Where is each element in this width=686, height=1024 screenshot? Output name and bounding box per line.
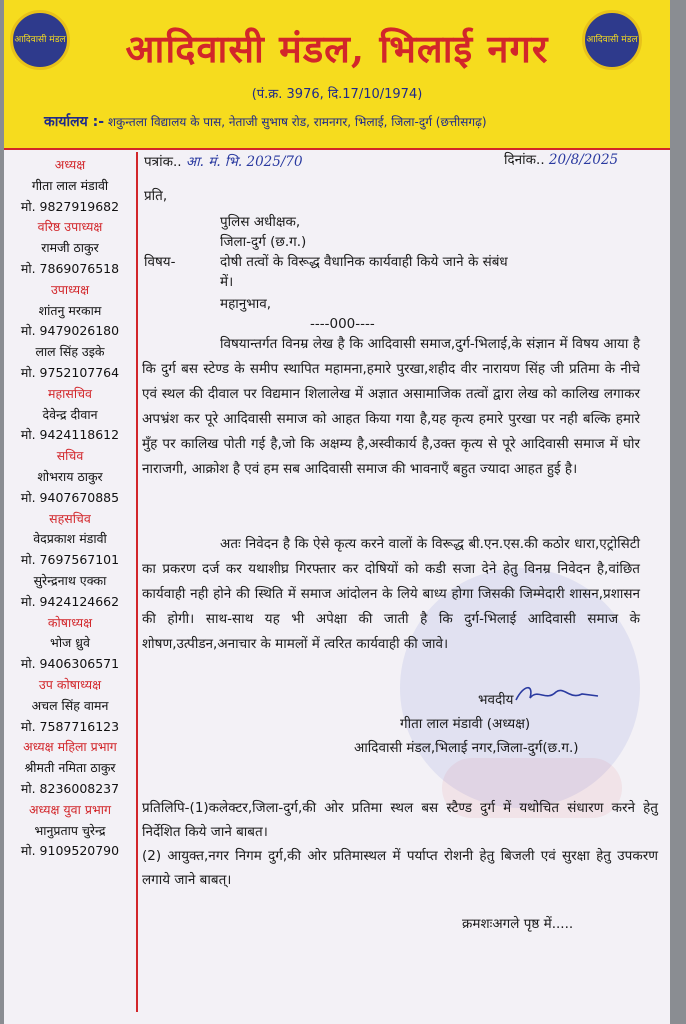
separator: ----000---- (310, 316, 375, 332)
continued-note: क्रमशःअगले पृष्ठ में..... (462, 916, 574, 932)
sidebar-member-phone: मो. 9424118612 (20, 427, 120, 443)
sidebar-member-name: श्रीमती नमिता ठाकुर (24, 760, 116, 776)
sidebar-member-name: भानुप्रताप चुरेन्द्र (34, 822, 106, 838)
letterhead (4, 0, 670, 150)
sidebar-member-phone: मो. 9827919682 (20, 198, 120, 214)
org-title: आदिवासी मंडल, भिलाई नगर (125, 26, 549, 71)
sidebar-member-name: भोज ध्रुवे (50, 635, 90, 651)
to-label: प्रति, (144, 188, 168, 204)
sidebar-member-name: गीता लाल मंडावी (31, 177, 109, 193)
org-logo-left: आदिवासी मंडल (10, 10, 70, 70)
sidebar-role: कोषाध्यक्ष (47, 614, 93, 630)
sidebar-member-name: सुरेन्द्रनाथ एक्का (33, 573, 107, 588)
office-bearers-sidebar (4, 152, 138, 1012)
signatory-name: गीता लाल मंडावी (अध्यक्ष) (400, 716, 531, 732)
sidebar-member-phone: मो. 9109520790 (20, 843, 120, 859)
office-address-text: शकुन्तला विद्यालय के पास, नेताजी सुभाष रोड, रामनगर, भिलाई, जिला-दुर्ग (छत्तीसगढ़) (107, 115, 487, 129)
subject-label: विषय- (144, 254, 176, 270)
letter-page (4, 0, 670, 1024)
sidebar-member-name: शोभराय ठाकुर (37, 469, 103, 484)
sidebar-member-phone: मो. 9752107764 (20, 365, 120, 380)
copy-to-commissioner: (2) आयुक्त,नगर निगम दुर्ग,की ओर प्रतिमास्थल में पर्याप्त रोशनी हेतु बिजली एवं सुरक्षा हेतु उपकरण लगाये जाने बाबत्। (142, 848, 658, 888)
sidebar-role: अध्यक्ष युवा प्रभाग (28, 801, 112, 817)
sidebar-member-phone: मो. 9479026180 (20, 323, 120, 339)
salutation: महानुभाव, (220, 296, 272, 312)
copy-to-collector: प्रतिलिपि-(1)कलेक्टर,जिला-दुर्ग,की ओर प्रतिमा स्थल बस स्टैण्ड दुर्ग में यथोचित संधारण करने हेतु निर्देशित किये जाने बाबत। (142, 800, 658, 840)
sidebar-member-name: वेदप्रकाश मंडावी (33, 531, 107, 547)
sidebar-member-name: शांतनु मरकाम (38, 302, 102, 318)
closing: भवदीय (478, 692, 514, 708)
sidebar-member-phone: मो. 7697567101 (20, 552, 120, 568)
sidebar-role: वरिष्ठ उपाध्यक्ष (37, 219, 103, 235)
letter-body (142, 148, 670, 1024)
recipient-title: पुलिस अधीक्षक, (220, 214, 301, 230)
sidebar-role: अध्यक्ष (54, 157, 86, 172)
org-logo-right: आदिवासी मंडल (582, 10, 642, 70)
sidebar-role: अध्यक्ष महिला प्रभाग (23, 739, 117, 755)
registration-info: (पं.क्र. 3976, दि.17/10/1974) (251, 87, 423, 102)
recipient-district: जिला-दुर्ग (छ.ग.) (220, 234, 307, 250)
sidebar-member-phone: मो. 7587716123 (20, 718, 120, 734)
sidebar-role: सहसचिव (49, 510, 91, 526)
sidebar-role: सचिव (56, 448, 84, 464)
office-address (44, 112, 487, 131)
sidebar-member-phone: मो. 9406306571 (20, 656, 120, 672)
letter-date: दिनांक.. 20/8/2025 (504, 152, 619, 168)
sidebar-role: उपाध्यक्ष (50, 281, 90, 297)
sidebar-member-phone: मो. 7869076518 (20, 261, 120, 276)
subject-line-1: दोषी तत्वों के विरूद्ध वैधानिक कार्यवाही किये जाने के संबंध (220, 254, 508, 270)
sidebar-member-name: अचल सिंह वामन (31, 697, 109, 713)
paragraph-2: अतः निवेदन है कि ऐसे कृत्य करने वालों के विरूद्ध बी.एन.एस.की कठोर धारा,एट्रोसिटी का प्रकरण दर्ज कर यथाशीघ्र गिरफ्तार कर दोषियों को कडी सजा देने हेतु विनम्र निवेदन है,वांछित कार्यवाही नही होने की स्थिति में समाज आंदोलन के लिये बाध्य होगा जिसकी जिम्मेदारी शासन,प्रशासन की होगी। साथ-साथ यह भी अपेक्षा की जाती है कि दुर्ग-भिलाई आदिवासी समाज के शोषण,उत्पीडन,अनाचार के मामलों में त्वरित कार्यवाही की जावे। (142, 536, 640, 652)
office-label: कार्यालय :- (44, 114, 105, 130)
signatory-org: आदिवासी मंडल,भिलाई नगर,जिला-दुर्ग(छ.ग.) (354, 740, 579, 756)
sidebar-member-phone: मो. 9407670885 (20, 489, 120, 505)
sidebar-role: महासचिव (48, 385, 92, 401)
sidebar-member-phone: मो. 8236008237 (20, 781, 120, 796)
paragraph-1: विषयान्तर्गत विनम्र लेख है कि आदिवासी समाज,दुर्ग-भिलाई,के संज्ञान में विषय आया है कि दुर्ग बस स्टेण्ड के समीप स्थापित महामना,हमारे पुरखा,शहीद वीर नारायण सिंह जी प्रतिमा के नीचे एवं स्थल की दीवाल पर विद्यमान शिलालेख में अज्ञात असामाजिक तत्वों द्वारा लेख को कालिख लगाकर अपभ्रंश कर पूरे आदिवासी समाज को आहत किया गया है,यह कृत्य हमारे पुरखा पर नही बल्कि हमारे मुँह पर कालिख पोती गई है,जो कि अक्षम्य है,अस्वीकार्य है,उक्त कृत्य से पूरे आदिवासी समाज में घोर नाराजगी, आक्रोश है एवं हम सब आदिवासी समाज की भावनाएँ बहुत ज्यादा आहत हुई है। (142, 336, 640, 477)
reference-number: पत्रांक.. आ. मं. भि. 2025/70 (144, 154, 303, 170)
sidebar-member-name: देवेन्द्र दीवान (42, 406, 98, 422)
sidebar-role: उप कोषाध्यक्ष (38, 677, 102, 692)
sidebar-member-phone: मो. 9424124662 (20, 593, 120, 609)
sidebar-member-name: रामजी ठाकुर (41, 240, 99, 256)
sidebar-member-name: लाल सिंह उइके (35, 344, 105, 360)
subject-line-2: में। (220, 274, 234, 290)
signature-mark (512, 680, 602, 708)
